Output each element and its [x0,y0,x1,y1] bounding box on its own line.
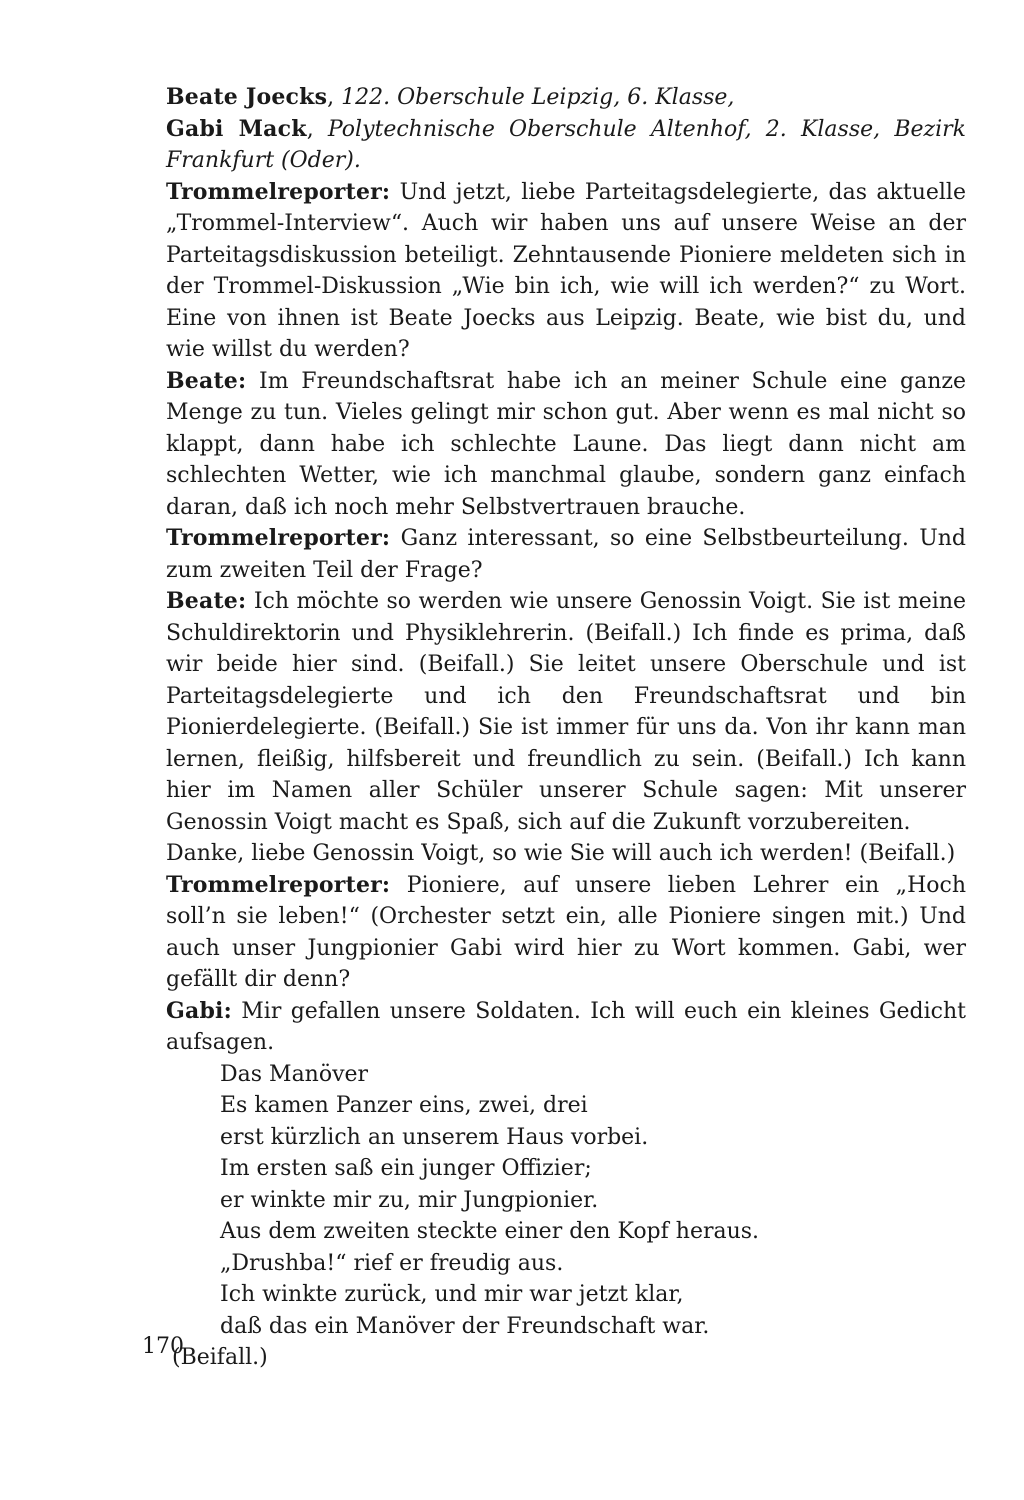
poem-line: Es kamen Panzer eins, zwei, drei [220,1093,588,1118]
dialogue-text: Ich möchte so werden wie unsere Genossin Voigt. Sie ist meine Schuldirektorin und Physiklehrerin. (Beifall.) Ich finde es prima, daß wir beide hier sind. (Beifall.) Sie leitet unsere Oberschule und ist Parteitagsdelegierte und ich den Freundschaftsrat und bin Pionierdelegierte. (Beifall.) Sie ist immer für uns da. Von ihr kann man lernen, fleißig, hilfsbereit und freundlich zu sein. (Beifall.) Ich kann hier im Namen aller Schüler unserer Schule sagen: Mit unserer Genossin Voigt macht es Spaß, sich auf die Zukunft vorzubereiten. [166,589,967,835]
dialogue-paragraph [166,523,966,586]
dialogue-paragraph [166,838,966,870]
page-content [166,82,966,1374]
speaker-label: Trommelreporter: [166,178,391,205]
poem-title: Das Manöver [220,1061,369,1087]
closing-applause: (Beifall.) [172,1345,268,1370]
dialogue-paragraph [166,177,966,366]
dialogue-text: Ganz interessant, so eine Selbstbeurteilung. Und zum zweiten Teil der Frage? [166,526,966,583]
dialogue-paragraph [166,586,966,838]
poem [220,1059,966,1343]
poem-line: Ich winkte zurück, und mir war jetzt klar, [220,1282,684,1307]
speaker-label: Beate: [166,367,247,394]
speaker-label: Trommelreporter: [166,525,391,551]
poem-line: Im ersten saß ein junger Offizier; [220,1156,592,1181]
speaker-label: Gabi: [166,997,232,1024]
header-detail: 122. Oberschule Leipzig, 6. Klasse, [341,85,735,110]
dialogue-text: Und jetzt, liebe Parteitagsdelegierte, das aktuelle „Trommel-Interview“. Auch wir haben uns auf unsere Weise an der Parteitagsdiskussion beteiligt. Zehntausende Pioniere meldeten sich in der Trommel-Diskussion „Wie bin ich, wie will ich werden?“ zu Wort. Eine von ihnen ist Beate Joecks aus Leipzig. Beate, wie bist du, und wie willst du werden? [166,179,966,362]
speaker-label: Beate: [166,588,247,614]
dialogue-text: Mir gefallen unsere Soldaten. Ich will euch ein kleines Gedicht aufsagen. [166,998,966,1055]
poem-line: erst kürzlich an unserem Haus vorbei. [220,1124,649,1150]
dialogue-text: Pioniere, auf unsere lieben Lehrer ein „Hoch soll’n sie leben!“ (Orchester setzt ein, alle Pioniere singen mit.) Und auch unser Jungpionier Gabi wird hier zu Wort kommen. Gabi, wer gefällt dir denn? [166,872,966,992]
header-detail: Polytechnische Oberschule Altenhof, 2. Klasse, Bezirk Frankfurt (Oder). [166,116,966,173]
dialogue-paragraph [166,870,966,996]
poem-line: daß das ein Manöver der Freundschaft war. [220,1313,710,1339]
header-name: Beate Joecks [166,84,328,110]
dialogue-text: Danke, liebe Genossin Voigt, so wie Sie will auch ich werden! (Beifall.) [166,841,956,866]
poem-line: „Drushba!“ rief er freudig aus. [220,1250,564,1276]
dialogue-paragraph [166,996,966,1059]
header-name: Gabi Mack [166,115,307,142]
dialogue-paragraph [166,366,966,524]
speaker-label: Trommelreporter: [166,871,391,898]
dialogue-text: Im Freundschaftsrat habe ich an meiner Schule eine ganze Menge zu tun. Vieles gelingt mir schon gut. Aber wenn es mal nicht so klappt, dann habe ich schlechte Laune. Das liegt dann nicht am schlechten Wetter, wie ich manchmal glaube, sondern ganz einfach daran, daß ich noch mehr Selbstvertrauen brauche. [166,368,966,520]
header-line-beate: Beate Joecks, 122. Oberschule Leipzig, 6. Klasse, [166,84,735,110]
page-number: 170 [142,1334,184,1359]
poem-line: Aus dem zweiten steckte einer den Kopf heraus. [220,1219,760,1244]
header-line-gabi: Gabi Mack, Polytechnische Oberschule Altenhof, 2. Klasse, Bezirk Frankfurt (Oder). [166,115,966,173]
poem-line: er winkte mir zu, mir Jungpionier. [220,1187,599,1213]
